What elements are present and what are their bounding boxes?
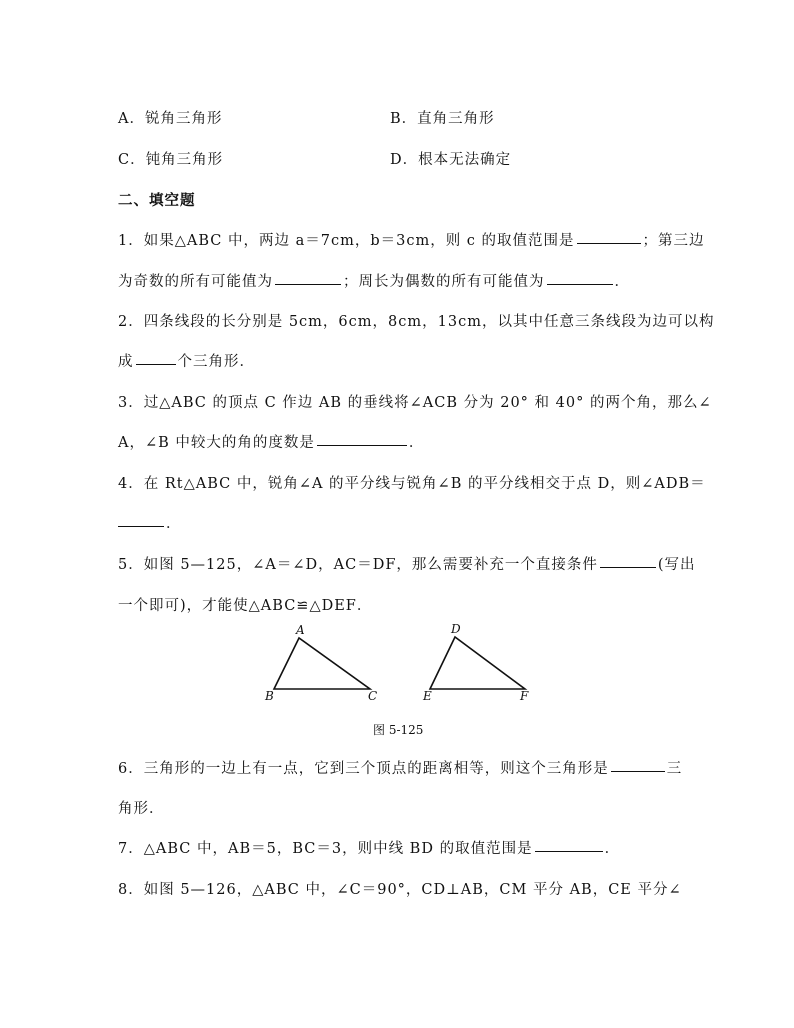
question-4-line-1: 4．在 Rt△ABC 中，锐角∠A 的平分线与锐角∠B 的平分线相交于点 D，则∠ADB＝ xyxy=(118,476,706,492)
q1-text-c: 为奇数的所有可能值为 xyxy=(118,274,273,290)
question-3-line-1: 3．过△ABC 的顶点 C 作边 AB 的垂线将∠ACB 分为 20° 和 40° 的两个角，那么∠ xyxy=(118,395,712,411)
q1-text-e: ． xyxy=(614,274,630,290)
question-2-line-1: 2．四条线段的长分别是 5cm，6cm，8cm，13cm，以其中任意三条线段为边可以构 xyxy=(118,314,715,330)
answer-blank xyxy=(535,850,603,852)
option-b: B．直角三角形 xyxy=(390,111,495,127)
triangle-abc xyxy=(274,638,370,689)
answer-blank xyxy=(611,770,665,772)
label-c: C xyxy=(368,689,378,703)
label-f: F xyxy=(520,689,529,703)
figure-caption: 图 5-125 xyxy=(373,723,424,737)
q6-text-a: 6．三角形的一边上有一点，它到三个顶点的距离相等，则这个三角形是 xyxy=(118,761,609,777)
q7-text-b: ． xyxy=(604,841,621,857)
option-d: D．根本无法确定 xyxy=(390,152,512,168)
label-b: B xyxy=(265,689,274,703)
question-6-line-2: 角形． xyxy=(118,801,165,817)
q4-text-b: ． xyxy=(166,516,182,532)
q2-text-b: 个三角形． xyxy=(177,354,255,370)
label-e: E xyxy=(423,689,432,703)
q7-text-a: 7．△ABC 中，AB＝5，BC＝3，则中线 BD 的取值范围是 xyxy=(118,841,533,857)
triangle-def xyxy=(430,637,525,689)
q2-text-a: 成 xyxy=(118,354,134,370)
question-7-line-1 xyxy=(118,837,620,858)
q1-text-d: ；周长为偶数的所有可能值为 xyxy=(343,274,545,290)
q1-text-a: 1．如果△ABC 中，两边 a＝7cm，b＝3cm，则 c 的取值范围是 xyxy=(118,233,575,249)
question-8-line-1: 8．如图 5—126，△ABC 中，∠C＝90°，CD⊥AB，CM 平分 AB，CE 平分∠ xyxy=(118,882,682,898)
option-c: C．钝角三角形 xyxy=(118,152,224,168)
question-5-line-2: 一个即可)，才能使△ABC≌△DEF． xyxy=(118,598,373,614)
q6-text-b: 三 xyxy=(666,761,683,777)
q1-text-b: ；第三边 xyxy=(642,233,705,249)
q3-text-b: ． xyxy=(408,435,425,451)
section-title: 二、填空题 xyxy=(118,192,196,209)
label-d: D xyxy=(451,622,461,636)
option-a: A．锐角三角形 xyxy=(118,111,223,127)
q5-text-a: 5．如图 5—125，∠A＝∠D，AC＝DF，那么需要补充一个直接条件 xyxy=(118,557,598,573)
question-6-line-1 xyxy=(118,757,682,778)
label-a: A xyxy=(296,623,305,637)
q3-text-a: A，∠B 中较大的角的度数是 xyxy=(118,435,315,451)
q5-text-b: (写出 xyxy=(657,557,696,573)
